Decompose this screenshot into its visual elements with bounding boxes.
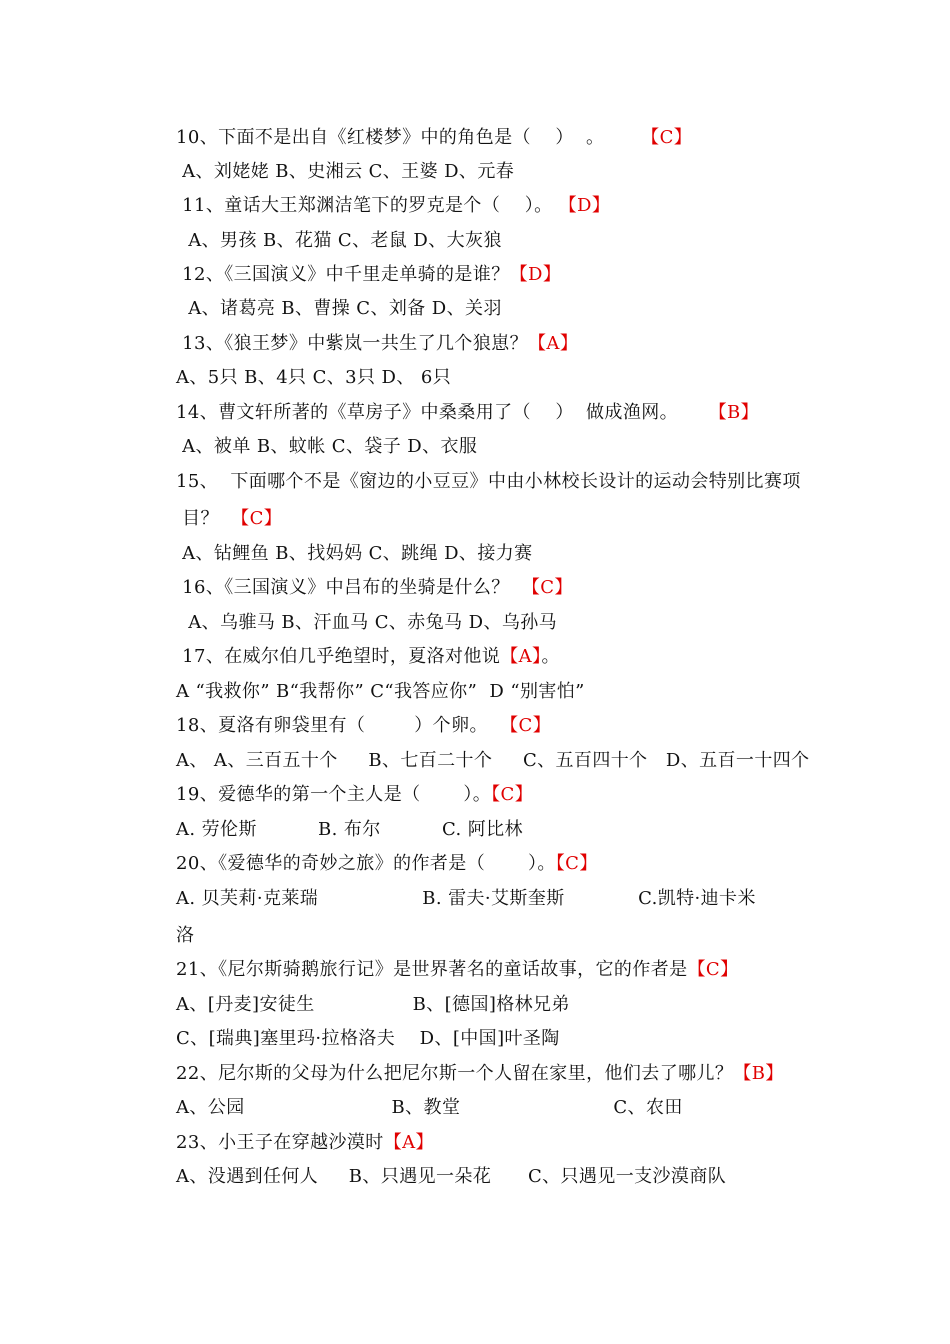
question-17: 17、在威尔伯几乎绝望时，夏洛对他说【A】。 xyxy=(176,646,560,667)
options-14: A、被单 B、蚊帐 C、袋子 D、衣服 xyxy=(176,436,478,457)
answer-badge: 【A】 xyxy=(500,646,542,667)
answer-badge: 【C】 xyxy=(687,959,739,980)
options-20-cont: 洛 xyxy=(176,925,195,946)
options-12: A、诸葛亮 B、曹操 C、刘备 D、关羽 xyxy=(176,298,502,319)
answer-badge: 【D】 xyxy=(558,195,611,216)
answer-badge: 【C】 xyxy=(500,715,552,736)
question-22: 22、尼尔斯的父母为什么把尼尔斯一个人留在家里，他们去了哪儿？【B】 xyxy=(176,1063,784,1084)
options-21-ab: A、[丹麦]安徒生 B、[德国]格林兄弟 xyxy=(176,994,570,1015)
answer-badge: 【C】 xyxy=(641,127,693,148)
options-11: A、男孩 B、花猫 C、老鼠 D、大灰狼 xyxy=(176,230,502,251)
answer-badge: 【B】 xyxy=(708,402,760,423)
answer-badge: 【C】 xyxy=(555,853,598,874)
options-23: A、没遇到任何人 B、只遇见一朵花 C、只遇见一支沙漠商队 xyxy=(176,1166,727,1187)
answer-badge: 【B】 xyxy=(733,1063,784,1084)
question-12: 12、《三国演义》中千里走单骑的是谁？【D】 xyxy=(176,264,562,285)
options-19: A. 劳伦斯 B. 布尔 C. 阿比林 xyxy=(176,819,523,840)
question-15-cont: 目？ 【C】 xyxy=(176,508,283,529)
question-11: 11、童话大王郑渊洁笔下的罗克是个（ ）。 【D】 xyxy=(176,195,611,216)
options-21-cd: C、[瑞典]塞里玛·拉格洛夫 D、[中国]叶圣陶 xyxy=(176,1028,560,1049)
question-21: 21、《尼尔斯骑鹅旅行记》是世界著名的童话故事，它的作者是【C】 xyxy=(176,959,739,980)
answer-badge: 【C】 xyxy=(491,784,534,805)
question-23: 23、小王子在穿越沙漠时【A】 xyxy=(176,1132,434,1153)
options-10: A、刘姥姥 B、史湘云 C、王婆 D、元春 xyxy=(176,161,515,182)
question-15: 15、 下面哪个不是《窗边的小豆豆》中由小林校长设计的运动会特别比赛项 xyxy=(176,471,801,492)
options-15: A、钻鲤鱼 B、找妈妈 C、跳绳 D、接力赛 xyxy=(176,543,533,564)
options-18: A、 A、三百五十个 B、七百二十个 C、五百四十个 D、五百一十四个 xyxy=(176,750,810,771)
answer-badge: 【D】 xyxy=(509,264,562,285)
question-18: 18、夏洛有卵袋里有（ ）个卵。 【C】 xyxy=(176,715,552,736)
question-20: 20、《爱德华的奇妙之旅》的作者是（ ）。【C】 xyxy=(176,853,598,874)
answer-badge: 【A】 xyxy=(383,1132,434,1153)
answer-badge: 【C】 xyxy=(231,508,283,529)
options-22: A、公园 B、教堂 C、农田 xyxy=(176,1097,683,1118)
options-17: A “我救你” B“我帮你” C“我答应你” D “别害怕” xyxy=(176,681,585,702)
answer-badge: 【C】 xyxy=(521,577,573,598)
options-20: A. 贝芙莉·克莱瑞 B. 雷夫·艾斯奎斯 C.凯特·迪卡米 xyxy=(176,888,756,909)
question-16: 16、《三国演义》中吕布的坐骑是什么？ 【C】 xyxy=(176,577,573,598)
answer-badge: 【A】 xyxy=(528,333,579,354)
question-14: 14、曹文轩所著的《草房子》中桑桑用了（ ） 做成渔网。 【B】 xyxy=(176,402,760,423)
question-10: 10、下面不是出自《红楼梦》中的角色是（ ） 。 【C】 xyxy=(176,127,693,148)
question-13: 13、《狼王梦》中紫岚一共生了几个狼崽？【A】 xyxy=(176,333,579,354)
options-13: A、5只 B、4只 C、3只 D、 6只 xyxy=(176,367,452,388)
options-16: A、乌骓马 B、汗血马 C、赤兔马 D、乌孙马 xyxy=(176,612,558,633)
question-19: 19、爱德华的第一个主人是（ ）。【C】 xyxy=(176,784,534,805)
